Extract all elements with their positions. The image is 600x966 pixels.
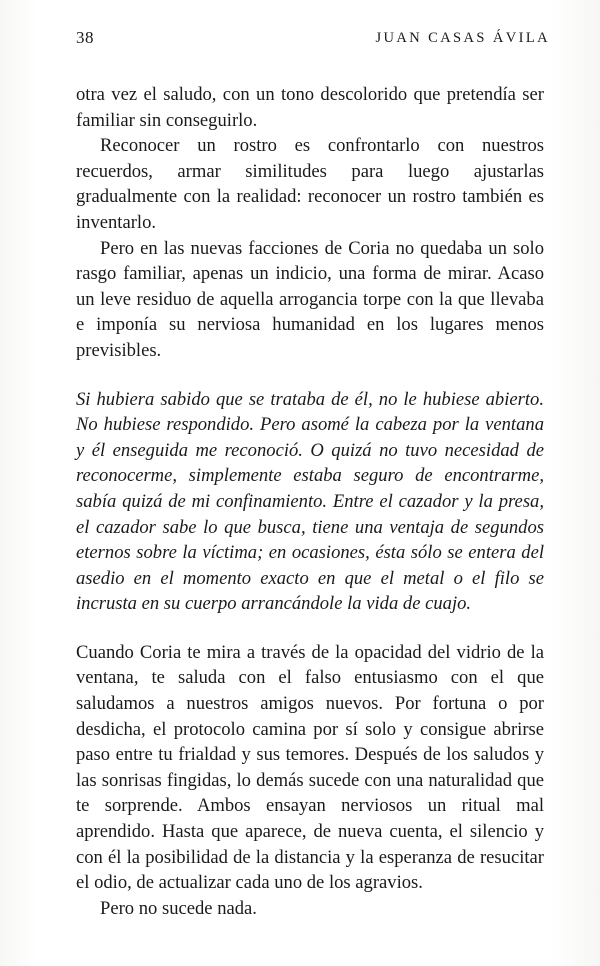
paragraph: otra vez el saludo, con un tono descolorido que pretendía ser familiar sin conseguirlo. [76, 84, 544, 131]
italic-paragraph: Si hubiera sabido que se trataba de él, no le hubiese abierto. No hubiese respondido. Pero asomé la cabeza por la ventana y él enseguida me reconoció. O quizá no tuvo necesidad de reconocerme, simplemente estaba seguro de encontrarme, sabía quizá de mi confinamiento. Entre el cazador y la presa, el cazador sabe lo que busca, tiene una ventaja de segundos eternos sobre la víctima; en ocasiones, ésta sólo se entera del asedio en el momento exacto en que el metal o el filo se incrusta en su cuerpo arrancándole la vida de cuajo. [76, 388, 544, 615]
paragraph: Reconocer un rostro es confrontarlo con nuestros recuerdos, armar similitudes para luego ajustarlas gradualmente con la realidad: reconocer un rostro también es inventarlo. [76, 135, 544, 233]
paragraph: Cuando Coria te mira a través de la opacidad del vidrio de la ventana, te saluda con el falso entusiasmo con el que saludamos a nuestros amigos nuevos. Por fortuna o por desdicha, el protocolo camina por sí solo y consigue abrirse paso entre tu frialdad y sus temores. Después de los saludos y las sonrisas fingidas, lo demás sucede con una naturalidad que te sorprende. Ambos ensayan nerviosos un ritual mal aprendido. Hasta que aparece, de nueva cuenta, el silencio y con él la posibilidad de la distancia y la esperanza de resucitar el odio, de actualizar cada uno de los agravios. [76, 641, 544, 894]
body-text [76, 82, 544, 921]
running-head: JUAN CASAS ÁVILA [375, 30, 550, 46]
page-number: 38 [76, 28, 94, 47]
paragraph: Pero no sucede nada. [100, 897, 257, 919]
paragraph: Pero en las nuevas facciones de Coria no quedaba un solo rasgo familiar, apenas un indicio, una forma de mirar. Acaso un leve residuo de aquella arrogancia torpe con la que llevaba e imponía su nerviosa humanidad en los lugares menos previsibles. [76, 237, 544, 361]
page-header [76, 28, 550, 52]
